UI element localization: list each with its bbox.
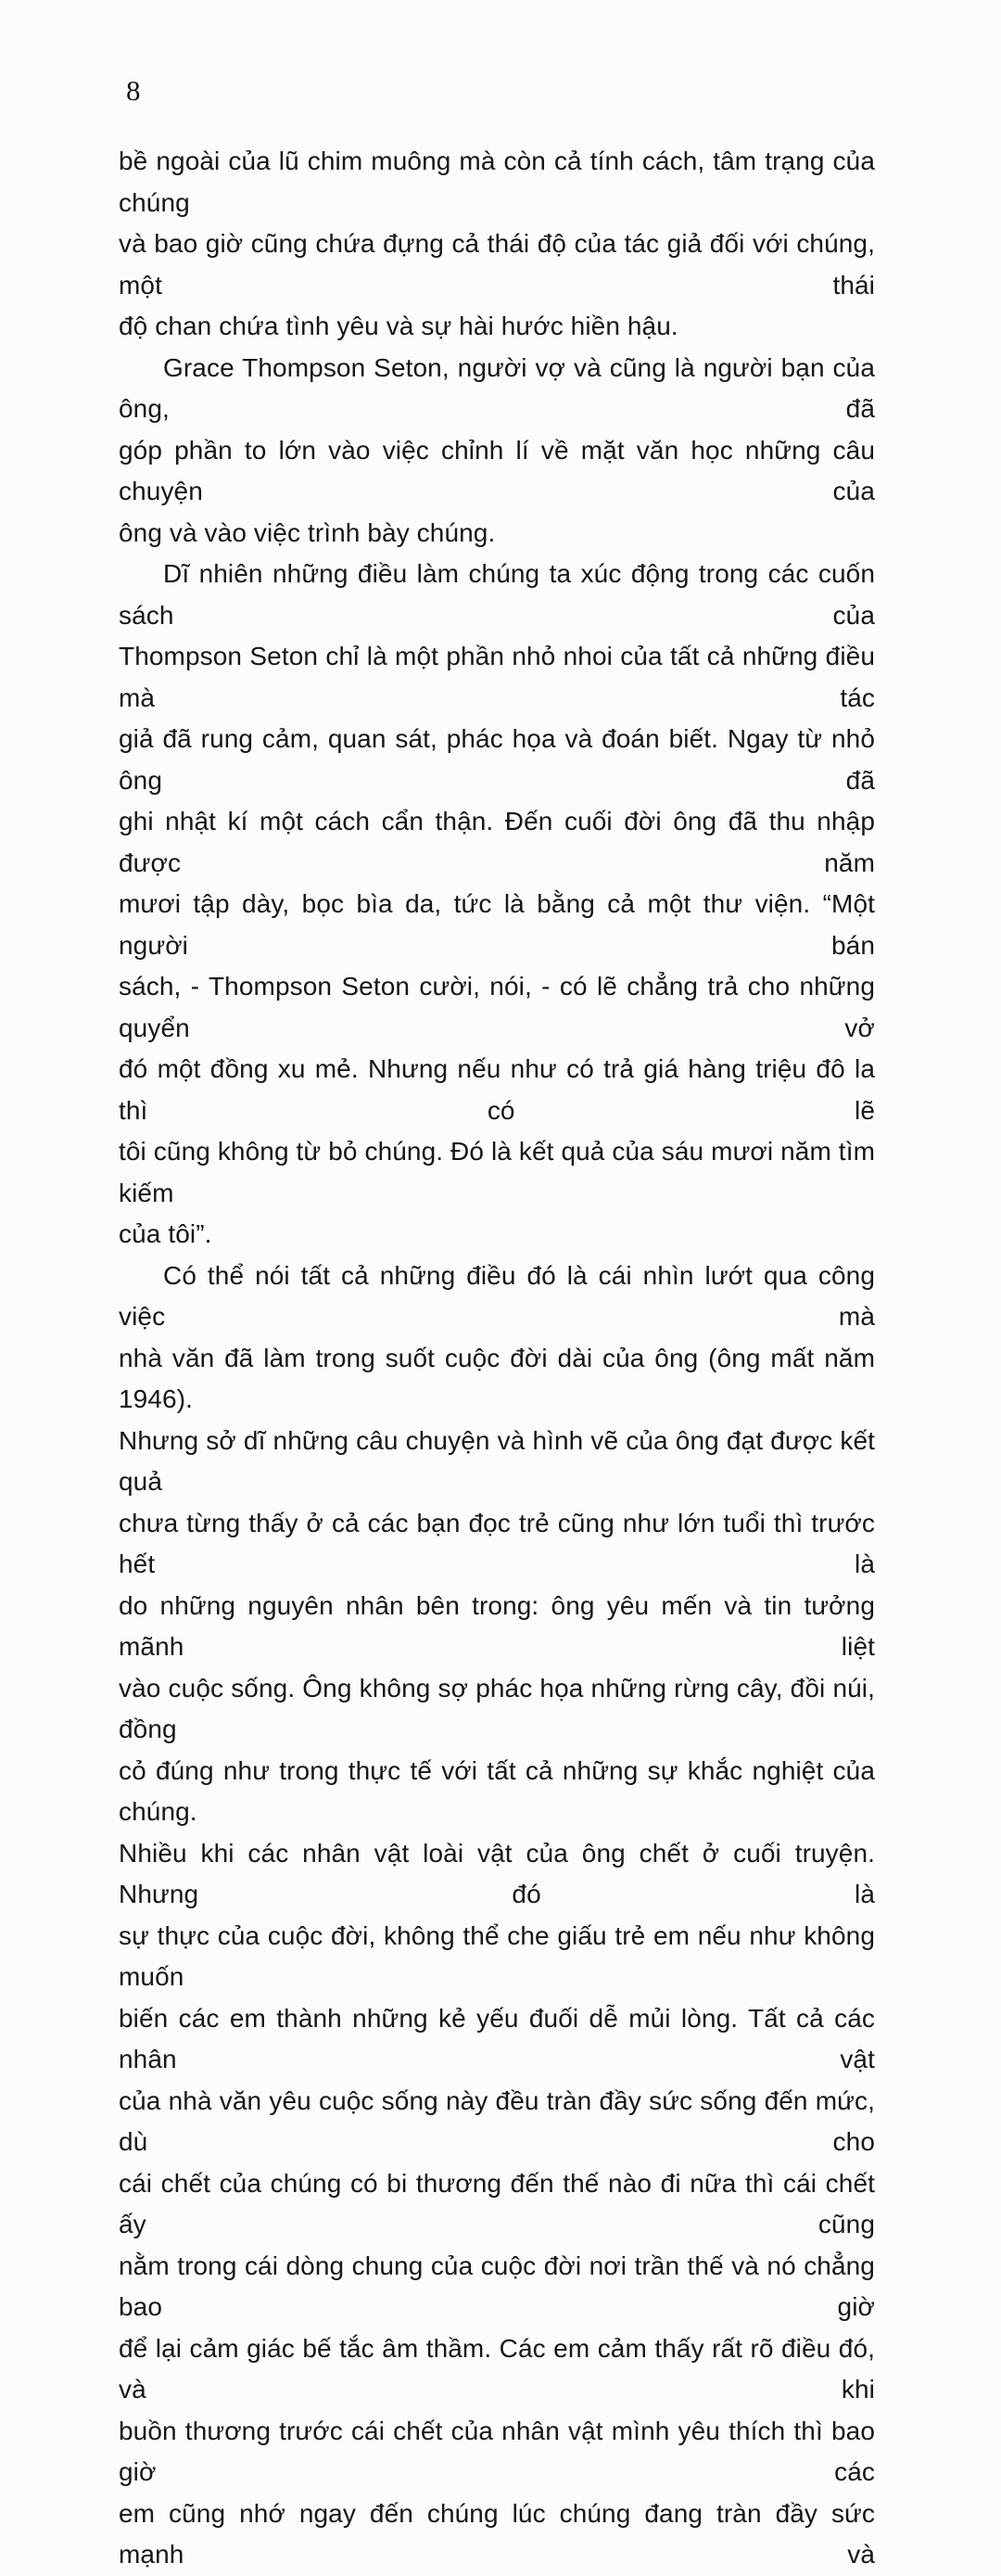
text-line: chưa từng thấy ở cả các bạn đọc trẻ cũng như lớn tuổi thì trước hết là (119, 1508, 875, 1578)
paragraph (119, 1256, 875, 2576)
paragraph (119, 141, 875, 348)
text-line: Dĩ nhiên những điều làm chúng ta xúc động trong các cuốn sách của (119, 559, 875, 630)
text-line: đó một đồng xu mẻ. Nhưng nếu như có trả giá hàng triệu đô la thì có lẽ (119, 1054, 875, 1125)
text-line: tôi cũng không từ bỏ chúng. Đó là kết quả của sáu mươi năm tìm kiếm (119, 1137, 875, 1207)
paragraph (119, 348, 875, 555)
text-line: sự thực của cuộc đời, không thể che giấu trẻ em nếu như không muốn (119, 1920, 875, 1991)
text-line: nhà văn đã làm trong suốt cuộc đời dài của ông (ông mất năm 1946). (119, 1343, 875, 1413)
body-text (119, 141, 875, 2576)
text-line: cỏ đúng như trong thực tế với tất cả những sự khắc nghiệt của chúng. (119, 1755, 875, 1826)
text-line: mươi tập dày, bọc bìa da, tức là bằng cả một thư viện. “Một người bán (119, 889, 875, 960)
text-line: buồn thương trước cái chết của nhân vật mình yêu thích thì bao giờ các (119, 2416, 875, 2486)
text-line: và bao giờ cũng chứa đựng cả thái độ của tác giả đối với chúng, một thái (119, 229, 875, 300)
text-line: bề ngoài của lũ chim muông mà còn cả tính cách, tâm trạng của chúng (119, 147, 875, 217)
text-line: của tôi”. (119, 1219, 212, 1248)
text-line: giả đã rung cảm, quan sát, phác họa và đoán biết. Ngay từ nhỏ ông đã (119, 724, 875, 795)
text-line: của nhà văn yêu cuộc sống này đều tràn đầy sức sống đến mức, dù cho (119, 2085, 875, 2156)
text-line: do những nguyên nhân bên trong: ông yêu mến và tin tưởng mãnh liệt (119, 1590, 875, 1661)
page-number: 8 (126, 74, 141, 107)
text-line: độ chan chứa tình yêu và sự hài hước hiền hậu. (119, 312, 678, 340)
text-line: Grace Thompson Seton, người vợ và cũng là người bạn của ông, đã (119, 352, 875, 423)
text-line: góp phần to lớn vào việc chỉnh lí về mặt văn học những câu chuyện của (119, 435, 875, 505)
text-line: ông và vào việc trình bày chúng. (119, 517, 496, 547)
text-line: em cũng nhớ ngay đến chúng lúc chúng đang tràn đầy sức mạnh và (119, 2498, 875, 2569)
text-line: cái chết của chúng có bi thương đến thế nào đi nữa thì cái chết ấy cũng (119, 2168, 875, 2238)
text-line: sách, - Thompson Seton cười, nói, - có lẽ chẳng trả cho những quyển vở (119, 972, 875, 1042)
text-line: Nhưng sở dĩ những câu chuyện và hình vẽ của ông đạt được kết quả (119, 1425, 875, 1496)
text-line: nằm trong cái dòng chung của cuộc đời nơi trần thế và nó chẳng bao giờ (119, 2251, 875, 2321)
text-line: Nhiều khi các nhân vật loài vật của ông chết ở cuối truyện. Nhưng đó là (119, 1838, 875, 1908)
text-line: biến các em thành những kẻ yếu đuối dễ mủi lòng. Tất cả các nhân vật (119, 2003, 875, 2073)
text-line: để lại cảm giác bế tắc âm thầm. Các em cảm thấy rất rõ điều đó, và khi (119, 2333, 875, 2404)
paragraph (119, 554, 875, 1256)
text-line: Có thể nói tất cả những điều đó là cái nhìn lướt qua công việc mà (119, 1260, 875, 1331)
text-line: vào cuộc sống. Ông không sợ phác họa những rừng cây, đồi núi, đồng (119, 1673, 875, 1743)
text-line: Thompson Seton chỉ là một phần nhỏ nhoi của tất cả những điều mà tác (119, 642, 875, 712)
text-line: ghi nhật kí một cách cẩn thận. Đến cuối đời ông đã thu nhập được năm (119, 807, 875, 877)
